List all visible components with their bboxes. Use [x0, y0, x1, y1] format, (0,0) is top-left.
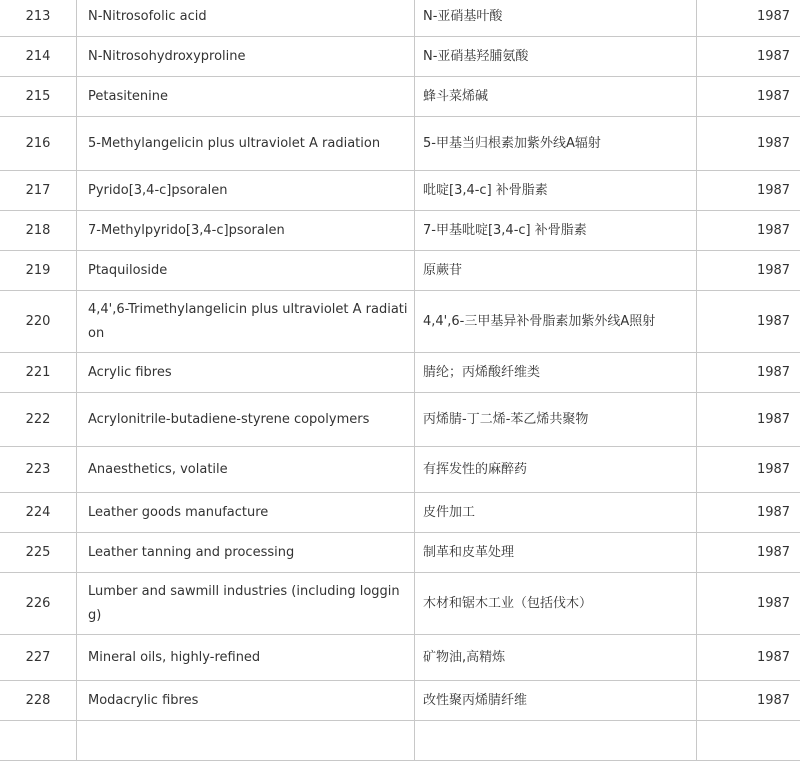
- english-name: N-Nitrosofolic acid: [77, 0, 415, 37]
- chinese-name: 矿物油,高精炼: [415, 635, 697, 681]
- table-row: [0, 353, 800, 393]
- table-row: [0, 77, 800, 117]
- english-name: Petasitenine: [77, 77, 415, 117]
- english-name: Mineral oils, highly-refined: [77, 635, 415, 681]
- row-number: 228: [0, 681, 77, 721]
- year: 1987: [697, 353, 800, 393]
- chinese-name: 改性聚丙烯腈纤维: [415, 681, 697, 721]
- chinese-name: 有挥发性的麻醉药: [415, 447, 697, 493]
- row-number: 220: [0, 291, 77, 353]
- table-row: [0, 533, 800, 573]
- english-name: 4,4',6-Trimethylangelicin plus ultraviolet A radiation: [77, 291, 415, 353]
- year: 1987: [697, 291, 800, 353]
- row-number: 217: [0, 171, 77, 211]
- table-row: [0, 171, 800, 211]
- english-name: N-Nitrosohydroxyproline: [77, 37, 415, 77]
- chinese-name: 原蕨苷: [415, 251, 697, 291]
- row-number: 223: [0, 447, 77, 493]
- english-name: Anaesthetics, volatile: [77, 447, 415, 493]
- table-row: [0, 573, 800, 635]
- year: 1987: [697, 37, 800, 77]
- row-number: 225: [0, 533, 77, 573]
- year: 1987: [697, 681, 800, 721]
- english-name: Pyrido[3,4-c]psoralen: [77, 171, 415, 211]
- table-row: [0, 681, 800, 721]
- year: 1987: [697, 393, 800, 447]
- year: 1987: [697, 251, 800, 291]
- english-name: Leather goods manufacture: [77, 493, 415, 533]
- year: 1987: [697, 533, 800, 573]
- chinese-name: N-亚硝基叶酸: [415, 0, 697, 37]
- table-row: [0, 635, 800, 681]
- table-row: [0, 493, 800, 533]
- row-number: 219: [0, 251, 77, 291]
- row-number: 221: [0, 353, 77, 393]
- chinese-name: 木材和锯木工业（包括伐木）: [415, 573, 697, 635]
- table-row: [0, 117, 800, 171]
- table-row: [0, 291, 800, 353]
- english-name: Modacrylic fibres: [77, 681, 415, 721]
- chinese-name: 吡啶[3,4-c] 补骨脂素: [415, 171, 697, 211]
- row-number: 226: [0, 573, 77, 635]
- english-name: Acrylic fibres: [77, 353, 415, 393]
- english-name: 7-Methylpyrido[3,4-c]psoralen: [77, 211, 415, 251]
- english-name: Lumber and sawmill industries (including logging): [77, 573, 415, 635]
- english-name: 5-Methylangelicin plus ultraviolet A radiation: [77, 117, 415, 171]
- chinese-name: 4,4',6-三甲基异补骨脂素加紫外线A照射: [415, 291, 697, 353]
- year: 1987: [697, 117, 800, 171]
- year: 1987: [697, 447, 800, 493]
- year: 1987: [697, 0, 800, 37]
- chinese-name: 腈纶；丙烯酸纤维类: [415, 353, 697, 393]
- year: 1987: [697, 573, 800, 635]
- chinese-name: 5-甲基当归根素加紫外线A辐射: [415, 117, 697, 171]
- row-number: 222: [0, 393, 77, 447]
- english-name: Leather tanning and processing: [77, 533, 415, 573]
- chinese-name: 丙烯腈-丁二烯-苯乙烯共聚物: [415, 393, 697, 447]
- table-row: [0, 447, 800, 493]
- year: 1987: [697, 77, 800, 117]
- row-number: 213: [0, 0, 77, 37]
- chinese-name: N-亚硝基羟脯氨酸: [415, 37, 697, 77]
- row-number: 215: [0, 77, 77, 117]
- year: 1987: [697, 211, 800, 251]
- chinese-name: 制革和皮革处理: [415, 533, 697, 573]
- chinese-name: 蜂斗菜烯碱: [415, 77, 697, 117]
- english-name: Ptaquiloside: [77, 251, 415, 291]
- row-number: 216: [0, 117, 77, 171]
- english-name: Acrylonitrile-butadiene-styrene copolymers: [77, 393, 415, 447]
- row-number: 214: [0, 37, 77, 77]
- row-number: 218: [0, 211, 77, 251]
- chinese-name: 皮件加工: [415, 493, 697, 533]
- table-row: [0, 251, 800, 291]
- year: 1987: [697, 171, 800, 211]
- chinese-name: 7-甲基吡啶[3,4-c] 补骨脂素: [415, 211, 697, 251]
- table-row: [0, 211, 800, 251]
- row-number: 227: [0, 635, 77, 681]
- table-row: [0, 393, 800, 447]
- year: 1987: [697, 493, 800, 533]
- row-number: 224: [0, 493, 77, 533]
- year: 1987: [697, 635, 800, 681]
- table-row: [0, 37, 800, 77]
- table-row: [0, 0, 800, 37]
